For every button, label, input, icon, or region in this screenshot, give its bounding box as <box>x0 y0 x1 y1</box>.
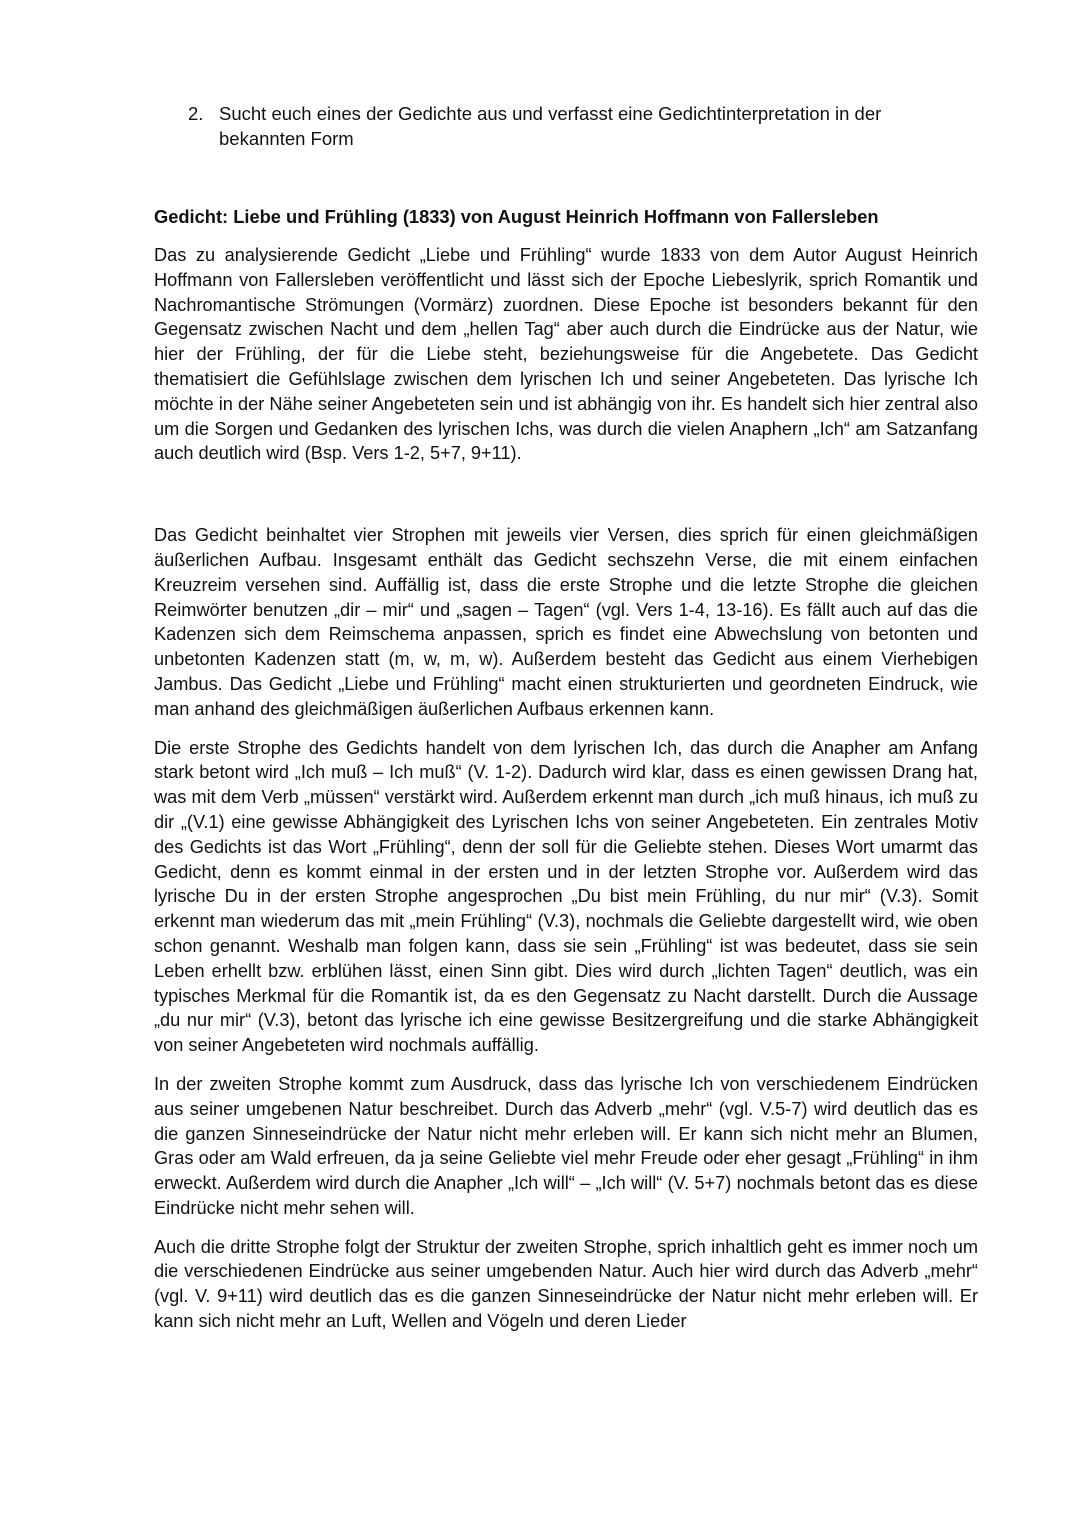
paragraph-stanza-3: Auch die dritte Strophe folgt der Struktur der zweiten Strophe, sprich inhaltlich geht es immer noch um die verschiedenen Eindrücke aus seiner umgebenden Natur. Auch hier wird durch das Adverb „mehr“ (vgl. V. 9+11) wird deutlich das es die ganzen Sinneseindrücke der Natur nicht mehr erleben will. Er kann sich nicht mehr an Luft, Wellen and Vögeln und deren Lieder <box>154 1236 978 1332</box>
paragraph-introduction: Das zu analysierende Gedicht „Liebe und Frühling“ wurde 1833 von dem Autor August Heinrich Hoffmann von Fallersleben veröffentlicht und lässt sich der Epoche Liebeslyrik, sprich Romantik und Nachromantische Strömungen (Vormärz) zuordnen. Diese Epoche ist besonders bekannt für den Gegensatz zwischen Nacht und dem „hellen Tag“ aber auch durch die Eindrücke aus der Natur, wie hier der Frühling, der für die Liebe steht, beziehungsweise für die Angebetete. Das Gedicht thematisiert die Gefühlslage zwischen dem lyrischen Ich und seiner Angebeteten. Das lyrische Ich möchte in der Nähe seiner Angebeteten sein und ist abhängig von ihr. Es handelt sich hier zentral also um die Sorgen und Gedanken des lyrischen Ichs, was durch die vielen Anaphern „Ich“ am Satzanfang auch deutlich wird (Bsp. Vers 1-2, 5+7, 9+11). <box>154 245 978 464</box>
task-number: 2. <box>188 103 204 124</box>
task-item <box>188 102 968 151</box>
task-text: Sucht euch eines der Gedichte aus und verfasst eine Gedichtinterpretation in der bekannten Form <box>219 103 882 149</box>
paragraph-stanza-2: In der zweiten Strophe kommt zum Ausdruck, dass das lyrische Ich von verschiedenem Eindrücken aus seiner umgebenen Natur beschreibet. Durch das Adverb „mehr“ (vgl. V.5-7) wird deutlich das es die ganzen Sinneseindrücke der Natur nicht mehr erleben will. Er kann sich nicht mehr an Blumen, Gras oder am Wald erfreuen, da ja seine Geliebte viel mehr Freude oder eher gesagt „Frühling“ in ihm erweckt. Außerdem wird durch die Anapher „Ich will“ – „Ich will“ (V. 5+7) nochmals betont das es diese Eindrücke nicht mehr sehen will. <box>154 1073 978 1218</box>
essay-heading: Gedicht: Liebe und Frühling (1833) von August Heinrich Hoffmann von Fallersleben <box>154 206 879 227</box>
paragraph-structure: Das Gedicht beinhaltet vier Strophen mit jeweils vier Versen, dies sprich für einen gleichmäßigen äußerlichen Aufbau. Insgesamt enthält das Gedicht sechszehn Verse, die mit einem einfachen Kreuzreim versehen sind. Auffällig ist, dass die erste Strophe und die letzte Strophe die gleichen Reimwörter benutzen „dir – mir“ und „sagen – Tagen“ (vgl. Vers 1-4, 13-16). Es fällt auch auf das die Kadenzen sich dem Reimschema anpassen, sprich es findet eine Abwechslung von betonten und unbetonten Kadenzen statt (m, w, m, w). Außerdem besteht das Gedicht aus einem Vierhebigen Jambus. Das Gedicht „Liebe und Frühling“ macht einen strukturierten und geordneten Eindruck, wie man anhand des gleichmäßigen äußerlichen Aufbaus erkennen kann. <box>154 525 978 719</box>
essay-body <box>154 205 978 1334</box>
paragraph-stanza-1: Die erste Strophe des Gedichts handelt von dem lyrischen Ich, das durch die Anapher am Anfang stark betont wird „Ich muß – Ich muß“ (V. 1-2). Dadurch wird klar, dass es einen gewissen Drang hat, was mit dem Verb „müssen“ verstärkt wird. Außerdem erkennt man durch „ich muß hinaus, ich muß zu dir „(V.1) eine gewisse Abhängigkeit des Lyrischen Ichs von seiner Angebeteten. Ein zentrales Motiv des Gedichts ist das Wort „Frühling“, denn der soll für die Geliebte stehen. Dieses Wort umarmt das Gedicht, denn es kommt einmal in der ersten und in der letzten Strophe vor. Außerdem wird das lyrische Du in der ersten Strophe angesprochen „Du bist mein Frühling, du nur mir“ (V.3). Somit erkennt man wiederum das mit „mein Frühling“ (V.3), nochmals die Geliebte dargestellt wird, wie oben schon genannt. Weshalb man folgen kann, dass sie sein „Frühling“ ist was bedeutet, dass sie sein Leben erhellt bzw. erblühen lässt, einen Sinn gibt. Dies wird durch „lichten Tagen“ deutlich, was ein typisches Merkmal für die Romantik ist, da es den Gegensatz zu Nacht darstellt. Durch die Aussage „du nur mir“ (V.3), betont das lyrische ich eine gewisse Besitzergreifung und die starke Abhängigkeit von seiner Angebeteten wird nochmals auffällig. <box>154 737 978 1056</box>
